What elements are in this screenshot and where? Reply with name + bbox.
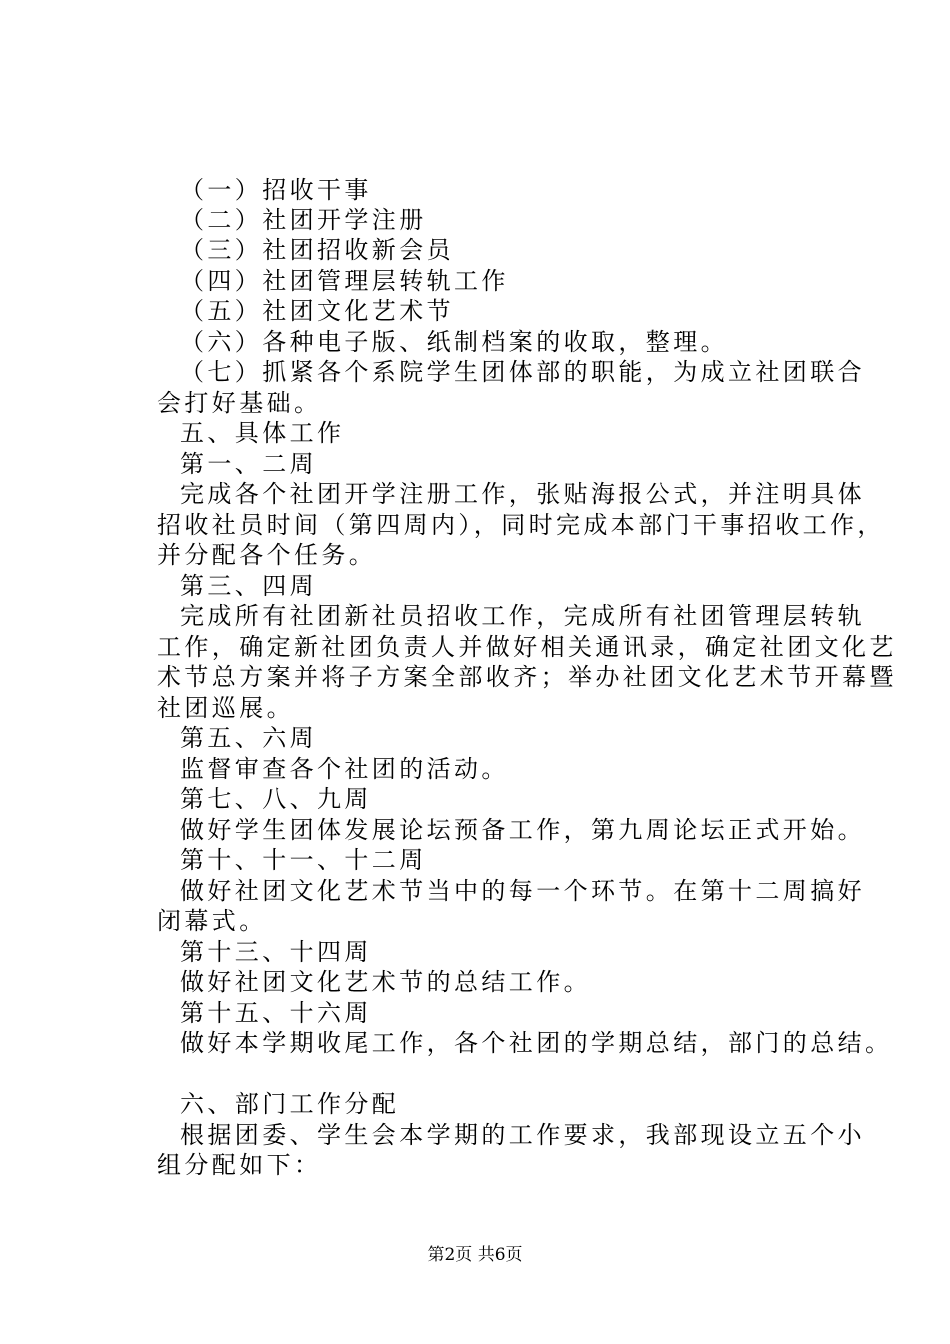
week-heading: 第十、十一、十二周 (180, 846, 427, 874)
week-heading: 第七、八、九周 (180, 785, 372, 813)
list-item-department-function: （七）抓紧各个系院学生团体部的职能，为成立社团联合 (180, 358, 865, 386)
section-heading-department-assignment: 六、部门工作分配 (180, 1090, 400, 1118)
paragraph-line: 组分配如下： (157, 1151, 322, 1179)
paragraph-line: 社团巡展。 (157, 694, 294, 722)
paragraph-line: 招收社员时间（第四周内），同时完成本部门干事招收工作， (157, 511, 885, 539)
paragraph-line: 根据团委、学生会本学期的工作要求，我部现设立五个小 (180, 1121, 865, 1149)
paragraph-line: 做好本学期收尾工作，各个社团的学期总结，部门的总结。 (180, 1029, 893, 1057)
list-item-recruit-members: （三）社团招收新会员 (180, 236, 454, 264)
paragraph-line: 完成所有社团新社员招收工作，完成所有社团管理层转轨 (180, 602, 865, 630)
section-heading-specific-work: 五、具体工作 (180, 419, 345, 447)
list-item-archives: （六）各种电子版、纸制档案的收取，整理。 (180, 328, 728, 356)
paragraph-line: 并分配各个任务。 (157, 541, 377, 569)
week-heading: 第五、六周 (180, 724, 317, 752)
list-item-recruit-staff: （一）招收干事 (180, 176, 372, 204)
paragraph-continuation: 会打好基础。 (157, 389, 322, 417)
paragraph-line: 做好社团文化艺术节的总结工作。 (180, 968, 591, 996)
paragraph-line: 术节总方案并将子方案全部收齐；举办社团文化艺术节开幕暨 (157, 663, 897, 691)
paragraph-line: 闭幕式。 (157, 907, 267, 935)
week-heading: 第十五、十六周 (180, 999, 372, 1027)
paragraph-line: 做好学生团体发展论坛预备工作，第九周论坛正式开始。 (180, 816, 865, 844)
week-heading: 第三、四周 (180, 572, 317, 600)
week-heading: 第一、二周 (180, 450, 317, 478)
list-item-club-registration: （二）社团开学注册 (180, 206, 427, 234)
paragraph-line: 监督审查各个社团的活动。 (180, 755, 509, 783)
list-item-culture-festival: （五）社团文化艺术节 (180, 297, 454, 325)
week-heading: 第十三、十四周 (180, 938, 372, 966)
paragraph-line: 工作，确定新社团负责人并做好相关通讯录，确定社团文化艺 (157, 633, 897, 661)
paragraph-line: 完成各个社团开学注册工作，张贴海报公式，并注明具体 (180, 480, 865, 508)
list-item-management-transition: （四）社团管理层转轨工作 (180, 267, 509, 295)
page-number-footer: 第2页 共6页 (427, 1245, 523, 1265)
paragraph-line: 做好社团文化艺术节当中的每一个环节。在第十二周搞好 (180, 877, 865, 905)
